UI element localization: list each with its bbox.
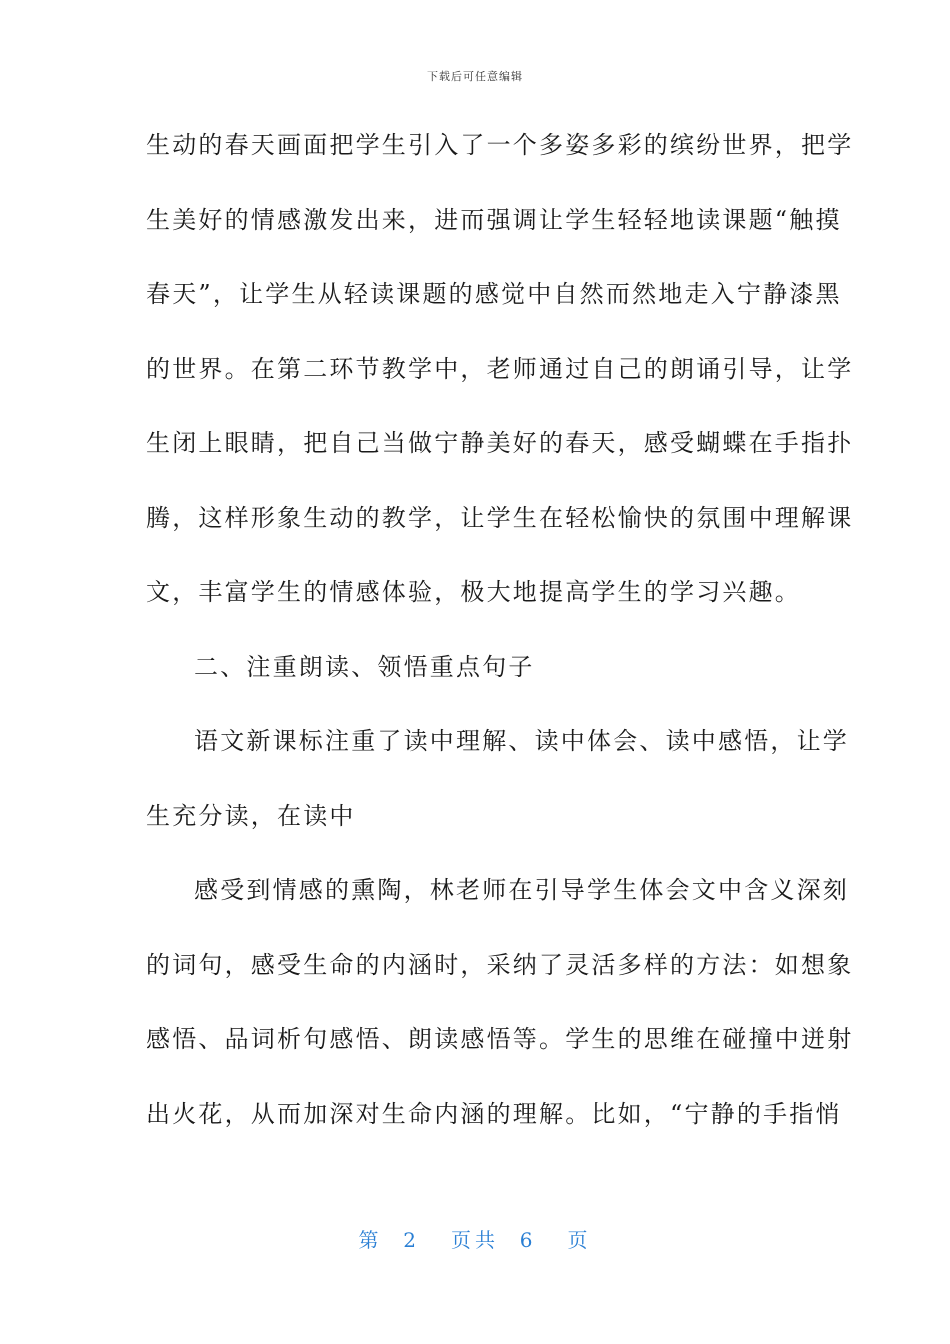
body-line: 出火花，从而加深对生命内涵的理解。比如，“宁静的手指悄 [146, 1099, 842, 1128]
page-mid: 页共 [451, 1228, 499, 1252]
body-line: 语文新课标注重了读中理解、读中体会、读中感悟，让学 [194, 727, 849, 755]
page-number-footer [0, 1224, 950, 1253]
body-line: 感受到情感的熏陶，林老师在引导学生体会文中含义深刻 [194, 876, 849, 904]
total-pages-number: 6 [519, 1228, 537, 1252]
current-page-number: 2 [403, 1228, 420, 1252]
body-line: 生动的春天画面把学生引入了一个多姿多彩的缤纷世界，把学 [146, 131, 854, 159]
body-line: 腾，这样形象生动的教学，让学生在轻松愉快的氛围中理解课 [146, 503, 854, 532]
body-line: 感悟、品词析句感悟、朗读感悟等。学生的思维在碰撞中迸射 [146, 1025, 854, 1053]
page-prefix: 第 [358, 1228, 383, 1252]
body-line: 的世界。在第二环节教学中，老师通过自己的朗诵引导，让学 [146, 354, 854, 383]
body-line: 的词句，感受生命的内涵时，采纳了灵活多样的方法：如想象 [146, 950, 854, 979]
body-line: 生充分读，在读中 [146, 801, 356, 830]
body-line: 生美好的情感激发出来，进而强调让学生轻轻地读课题“触摸 [146, 205, 842, 234]
body-line: 生闭上眼睛，把自己当做宁静美好的春天，感受蝴蝶在手指扑 [146, 429, 854, 457]
body-line: 春天”，让学生从轻读课题的感觉中自然而然地走入宁静漆黑 [146, 280, 842, 308]
section-heading: 二、注重朗读、领悟重点句子 [194, 652, 535, 681]
document-body [146, 120, 854, 1163]
page-suffix: 页 [567, 1228, 592, 1252]
page-header-note: 下载后可任意编辑 [427, 70, 523, 83]
body-line: 文，丰富学生的情感体验，极大地提高学生的学习兴趣。 [146, 578, 801, 606]
